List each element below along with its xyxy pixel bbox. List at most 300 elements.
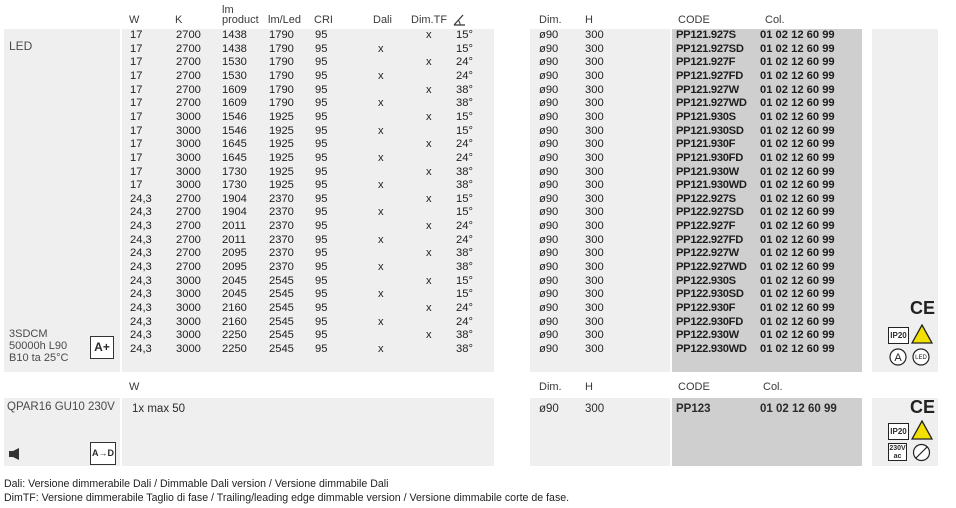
cell-angle: 15°	[456, 192, 473, 205]
qpar-header-col: Col.	[763, 381, 783, 393]
cell-lmled: 2370	[269, 206, 294, 219]
cell-h: 300	[585, 29, 604, 41]
svg-text:A: A	[894, 352, 902, 364]
cell-lmled: 1790	[269, 56, 294, 69]
cell-k: 2700	[176, 29, 201, 41]
cell-col: 01 02 12 60 99	[760, 110, 835, 123]
cell-lm: 1730	[222, 165, 247, 178]
led-spec-line: B10 ta 25°C	[9, 352, 69, 364]
cell-lm: 1438	[222, 42, 247, 55]
led-spec-line: 50000h L90	[9, 340, 68, 352]
cell-lm: 1730	[222, 179, 247, 192]
cell-lm: 1645	[222, 138, 247, 151]
cell-cri: 95	[315, 274, 328, 287]
cell-lm: 1438	[222, 29, 247, 41]
cell-code: PP122.927SD	[676, 206, 744, 219]
cell-angle: 15°	[456, 42, 473, 55]
cell-dimtf: x	[426, 165, 432, 178]
no-dimmer-icon	[912, 443, 931, 462]
cell-code: PP122.927W	[676, 247, 739, 260]
cell-col: 01 02 12 60 99	[760, 151, 835, 164]
cell-code: PP121.930W	[676, 165, 739, 178]
header-h: H	[585, 14, 593, 26]
cell-angle: 24°	[456, 233, 473, 246]
cell-dimtf: x	[426, 220, 432, 233]
table-row	[0, 179, 956, 193]
cell-angle: 15°	[456, 206, 473, 219]
cell-dali: x	[378, 124, 384, 137]
cell-dim: ø90	[539, 302, 559, 314]
cell-cri: 95	[315, 165, 328, 178]
qpar-header-w: W	[129, 381, 140, 393]
cell-angle: 38°	[456, 179, 473, 192]
cell-dim: ø90	[539, 97, 559, 110]
cell-cri: 95	[315, 29, 328, 41]
cell-col: 01 02 12 60 99	[760, 220, 835, 233]
cell-h: 300	[585, 220, 604, 233]
warning-triangle-icon	[911, 324, 933, 344]
cell-h: 300	[585, 151, 604, 164]
cell-lmled: 1925	[269, 110, 294, 123]
cell-k: 3000	[176, 274, 201, 287]
cell-col: 01 02 12 60 99	[760, 69, 835, 82]
cell-k: 3000	[176, 124, 201, 137]
cell-lmled: 1790	[269, 69, 294, 82]
table-row	[0, 220, 956, 234]
qpar-header-dim: Dim.	[539, 381, 562, 393]
cell-lm: 2045	[222, 274, 247, 287]
cell-code: PP122.927WD	[676, 261, 747, 274]
cell-h: 300	[585, 247, 604, 260]
cell-lmled: 1790	[269, 97, 294, 110]
cell-lm: 1609	[222, 83, 247, 96]
cell-code: PP122.930FD	[676, 315, 743, 328]
table-row	[0, 70, 956, 84]
cell-w: 24,3	[130, 233, 152, 246]
cell-dimtf: x	[426, 83, 432, 96]
cell-cri: 95	[315, 110, 328, 123]
cell-k: 2700	[176, 83, 201, 96]
cell-dali: x	[378, 233, 384, 246]
cell-k: 3000	[176, 302, 201, 314]
cell-angle: 38°	[456, 83, 473, 96]
cell-cri: 95	[315, 42, 328, 55]
header-code: CODE	[678, 14, 710, 26]
cell-col: 01 02 12 60 99	[760, 42, 835, 55]
cell-angle: 15°	[456, 110, 473, 123]
cell-dim: ø90	[539, 220, 559, 233]
table-row	[0, 302, 956, 316]
cell-w: 24,3	[130, 288, 152, 301]
cell-w: 24,3	[130, 329, 152, 342]
table-row	[0, 166, 956, 180]
cell-col: 01 02 12 60 99	[760, 329, 835, 342]
cell-col: 01 02 12 60 99	[760, 342, 835, 355]
cell-dim: ø90	[539, 42, 559, 55]
note-dimtf: DimTF: Versione dimmerabile Taglio di fase / Trailing/leading edge dimmable version / Versione dimmabile corte de fase.	[4, 492, 570, 504]
cell-lm: 1645	[222, 151, 247, 164]
cell-h: 300	[585, 329, 604, 342]
cell-lmled: 2370	[269, 261, 294, 274]
cell-dim: ø90	[539, 29, 559, 41]
table-row	[0, 234, 956, 248]
cell-k: 3000	[176, 329, 201, 342]
cell-dim: ø90	[539, 124, 559, 137]
cell-angle: 24°	[456, 138, 473, 151]
qpar-dim-value: ø90	[539, 403, 559, 415]
cell-cri: 95	[315, 342, 328, 355]
cell-angle: 24°	[456, 220, 473, 233]
cell-w: 17	[130, 69, 143, 82]
cell-lm: 2160	[222, 315, 247, 328]
230v-ac-icon: 230V ac	[889, 445, 906, 460]
cell-dim: ø90	[539, 342, 559, 355]
ce-mark-icon: CE	[910, 397, 936, 417]
table-row	[0, 138, 956, 152]
cell-cri: 95	[315, 206, 328, 219]
header-w: W	[129, 14, 140, 26]
cell-dimtf: x	[426, 329, 432, 342]
warning-triangle-icon	[911, 420, 933, 440]
cell-h: 300	[585, 138, 604, 151]
cell-k: 3000	[176, 151, 201, 164]
cell-angle: 24°	[456, 151, 473, 164]
cell-h: 300	[585, 274, 604, 287]
cell-col: 01 02 12 60 99	[760, 233, 835, 246]
cell-cri: 95	[315, 302, 328, 314]
led-circle-icon	[912, 348, 930, 366]
cell-col: 01 02 12 60 99	[760, 315, 835, 328]
table-row	[0, 152, 956, 166]
cell-w: 17	[130, 97, 143, 110]
ip20-icon: IP20	[888, 423, 909, 440]
cell-lmled: 2370	[269, 192, 294, 205]
cell-lm: 2095	[222, 261, 247, 274]
cell-lmled: 1925	[269, 165, 294, 178]
cell-k: 3000	[176, 288, 201, 301]
cell-cri: 95	[315, 233, 328, 246]
cell-w: 17	[130, 110, 143, 123]
qpar-code-value: PP123	[676, 403, 711, 415]
cell-k: 3000	[176, 110, 201, 123]
cell-h: 300	[585, 69, 604, 82]
table-row	[0, 29, 956, 43]
cell-h: 300	[585, 288, 604, 301]
cell-code: PP122.930SD	[676, 288, 744, 301]
svg-text:LED: LED	[915, 355, 927, 361]
header-lm-product: product	[222, 14, 259, 26]
cell-dali: x	[378, 261, 384, 274]
cell-h: 300	[585, 97, 604, 110]
cell-dali: x	[378, 42, 384, 55]
cell-dim: ø90	[539, 288, 559, 301]
cell-cri: 95	[315, 151, 328, 164]
cell-w: 24,3	[130, 206, 152, 219]
cell-dimtf: x	[426, 110, 432, 123]
table-row	[0, 288, 956, 302]
cell-dim: ø90	[539, 329, 559, 342]
cell-lmled: 1925	[269, 124, 294, 137]
cell-dim: ø90	[539, 261, 559, 274]
cell-dim: ø90	[539, 83, 559, 96]
qpar-col-value: 01 02 12 60 99	[760, 403, 837, 415]
cell-k: 2700	[176, 69, 201, 82]
cell-dim: ø90	[539, 206, 559, 219]
cell-dimtf: x	[426, 138, 432, 151]
cell-cri: 95	[315, 124, 328, 137]
cell-lm: 2250	[222, 329, 247, 342]
cell-code: PP122.927FD	[676, 233, 743, 246]
a-circle-icon	[889, 348, 907, 366]
cell-col: 01 02 12 60 99	[760, 192, 835, 205]
cell-w: 24,3	[130, 342, 152, 355]
qpar-header-h: H	[585, 381, 593, 393]
qpar-section-label: QPAR16 GU10 230V	[7, 401, 115, 413]
cell-code: PP121.927W	[676, 83, 739, 96]
cell-w: 24,3	[130, 274, 152, 287]
cell-lmled: 2545	[269, 288, 294, 301]
cell-h: 300	[585, 342, 604, 355]
cell-h: 300	[585, 192, 604, 205]
cell-angle: 15°	[456, 274, 473, 287]
cell-k: 3000	[176, 165, 201, 178]
header-k: K	[175, 14, 183, 26]
qpar-h-value: 300	[585, 403, 605, 415]
table-row	[0, 206, 956, 220]
cell-code: PP121.930SD	[676, 124, 744, 137]
cell-lm: 1530	[222, 69, 247, 82]
cell-k: 2700	[176, 192, 201, 205]
table-row	[0, 343, 956, 357]
cell-lmled: 1925	[269, 138, 294, 151]
cell-code: PP122.927F	[676, 220, 736, 233]
cell-angle: 38°	[456, 165, 473, 178]
cell-w: 17	[130, 42, 143, 55]
cell-angle: 15°	[456, 124, 473, 137]
cell-lm: 2095	[222, 247, 247, 260]
cell-cri: 95	[315, 83, 328, 96]
cell-cri: 95	[315, 329, 328, 342]
cell-cri: 95	[315, 288, 328, 301]
cell-w: 17	[130, 138, 143, 151]
cell-dali: x	[378, 97, 384, 110]
header-dim: Dim.	[539, 14, 562, 26]
cell-dali: x	[378, 179, 384, 192]
cell-angle: 24°	[456, 302, 473, 314]
cell-code: PP122.930W	[676, 329, 739, 342]
cell-h: 300	[585, 302, 604, 314]
cell-angle: 15°	[456, 288, 473, 301]
cell-lm: 1904	[222, 192, 247, 205]
cell-lm: 1530	[222, 56, 247, 69]
bulb-icon	[8, 447, 22, 461]
cell-h: 300	[585, 233, 604, 246]
cell-code: PP122.930S	[676, 274, 736, 287]
cell-code: PP121.930S	[676, 110, 736, 123]
cell-dali: x	[378, 69, 384, 82]
cell-dimtf: x	[426, 302, 432, 314]
cell-lmled: 2545	[269, 315, 294, 328]
cell-cri: 95	[315, 179, 328, 192]
cell-k: 2700	[176, 97, 201, 110]
cell-h: 300	[585, 165, 604, 178]
header-lm: lm	[222, 4, 234, 16]
header-col: Col.	[765, 14, 785, 26]
cell-angle: 24°	[456, 315, 473, 328]
cell-lm: 2011	[222, 220, 247, 233]
beam-angle-icon	[453, 13, 467, 27]
cell-dim: ø90	[539, 110, 559, 123]
cell-cri: 95	[315, 261, 328, 274]
table-row	[0, 97, 956, 111]
cell-k: 2700	[176, 56, 201, 69]
cell-code: PP122.930WD	[676, 342, 747, 355]
cell-cri: 95	[315, 315, 328, 328]
cell-dim: ø90	[539, 179, 559, 192]
cell-dim: ø90	[539, 138, 559, 151]
cell-col: 01 02 12 60 99	[760, 56, 835, 69]
cell-dali: x	[378, 151, 384, 164]
cell-lmled: 2545	[269, 342, 294, 355]
cell-h: 300	[585, 110, 604, 123]
cell-dim: ø90	[539, 247, 559, 260]
cell-dim: ø90	[539, 56, 559, 69]
cell-k: 2700	[176, 233, 201, 246]
ip20-icon: IP20	[888, 327, 909, 344]
cell-angle: 15°	[456, 29, 473, 41]
cell-lm: 1609	[222, 97, 247, 110]
cell-lm: 2250	[222, 342, 247, 355]
cell-col: 01 02 12 60 99	[760, 206, 835, 219]
cell-code: PP122.927S	[676, 192, 736, 205]
qpar-energy-class-badge: A→D	[90, 442, 116, 465]
energy-class-badge: A+	[90, 336, 114, 359]
led-section-label: LED	[9, 39, 33, 53]
cell-w: 24,3	[130, 315, 152, 328]
cell-col: 01 02 12 60 99	[760, 247, 835, 260]
cell-cri: 95	[315, 138, 328, 151]
cell-k: 3000	[176, 342, 201, 355]
cell-w: 17	[130, 56, 143, 69]
cell-k: 2700	[176, 261, 201, 274]
header-lm-led: lm/Led	[268, 14, 302, 26]
qpar-w-value: 1x max 50	[132, 403, 186, 415]
cell-w: 17	[130, 29, 143, 41]
cell-angle: 38°	[456, 329, 473, 342]
cell-cri: 95	[315, 97, 328, 110]
cell-dimtf: x	[426, 274, 432, 287]
cell-lmled: 1925	[269, 151, 294, 164]
cell-w: 17	[130, 151, 143, 164]
cell-dali: x	[378, 206, 384, 219]
cell-lmled: 1790	[269, 29, 294, 41]
cell-cri: 95	[315, 192, 328, 205]
cell-angle: 38°	[456, 247, 473, 260]
table-row	[0, 111, 956, 125]
cell-dimtf: x	[426, 192, 432, 205]
qpar-header-code: CODE	[678, 381, 710, 393]
cell-lmled: 2545	[269, 302, 294, 314]
table-row	[0, 125, 956, 139]
led-spec-line: 3SDCM	[9, 328, 48, 340]
cell-col: 01 02 12 60 99	[760, 165, 835, 178]
cell-code: PP121.930F	[676, 138, 736, 151]
cell-h: 300	[585, 206, 604, 219]
cell-dim: ø90	[539, 233, 559, 246]
cell-lm: 1904	[222, 206, 247, 219]
table-row	[0, 193, 956, 207]
cell-lm: 1546	[222, 110, 247, 123]
header-dali: Dali	[373, 14, 392, 26]
cell-h: 300	[585, 83, 604, 96]
cell-w: 17	[130, 83, 143, 96]
cell-k: 2700	[176, 206, 201, 219]
cell-h: 300	[585, 261, 604, 274]
cell-k: 3000	[176, 315, 201, 328]
cell-k: 2700	[176, 42, 201, 55]
cell-lmled: 2370	[269, 247, 294, 260]
cell-dali: x	[378, 315, 384, 328]
cell-col: 01 02 12 60 99	[760, 97, 835, 110]
cell-lm: 2160	[222, 302, 247, 314]
cell-code: PP121.927SD	[676, 42, 744, 55]
cell-lmled: 1790	[269, 42, 294, 55]
cell-w: 24,3	[130, 192, 152, 205]
cell-angle: 38°	[456, 342, 473, 355]
cell-code: PP121.930FD	[676, 151, 743, 164]
cell-lm: 2011	[222, 233, 247, 246]
cell-dim: ø90	[539, 315, 559, 328]
cell-lm: 1546	[222, 124, 247, 137]
cell-dimtf: x	[426, 56, 432, 69]
cell-code: PP121.927S	[676, 29, 736, 41]
cell-h: 300	[585, 42, 604, 55]
cell-col: 01 02 12 60 99	[760, 124, 835, 137]
cell-lm: 2045	[222, 288, 247, 301]
table-row	[0, 275, 956, 289]
ce-mark-icon: CE	[910, 298, 936, 318]
cell-cri: 95	[315, 69, 328, 82]
table-row	[0, 84, 956, 98]
cell-dim: ø90	[539, 151, 559, 164]
cell-lmled: 1790	[269, 83, 294, 96]
cell-dali: x	[378, 342, 384, 355]
cell-cri: 95	[315, 220, 328, 233]
cell-k: 2700	[176, 247, 201, 260]
cell-col: 01 02 12 60 99	[760, 83, 835, 96]
cell-lmled: 2545	[269, 329, 294, 342]
cell-col: 01 02 12 60 99	[760, 261, 835, 274]
cell-w: 17	[130, 124, 143, 137]
cell-col: 01 02 12 60 99	[760, 29, 835, 41]
cell-dali: x	[378, 288, 384, 301]
cell-cri: 95	[315, 56, 328, 69]
table-row	[0, 329, 956, 343]
table-row	[0, 316, 956, 330]
cell-code: PP121.927FD	[676, 69, 743, 82]
note-dali: Dali: Versione dimmerabile Dali / Dimmable Dali version / Versione dimmabile Dali	[4, 478, 389, 490]
cell-dim: ø90	[539, 192, 559, 205]
cell-dimtf: x	[426, 247, 432, 260]
header-cri: CRI	[314, 14, 333, 26]
table-row	[0, 261, 956, 275]
cell-k: 2700	[176, 220, 201, 233]
cell-w: 24,3	[130, 220, 152, 233]
cell-cri: 95	[315, 247, 328, 260]
cell-col: 01 02 12 60 99	[760, 302, 835, 314]
cell-h: 300	[585, 56, 604, 69]
table-row	[0, 56, 956, 70]
